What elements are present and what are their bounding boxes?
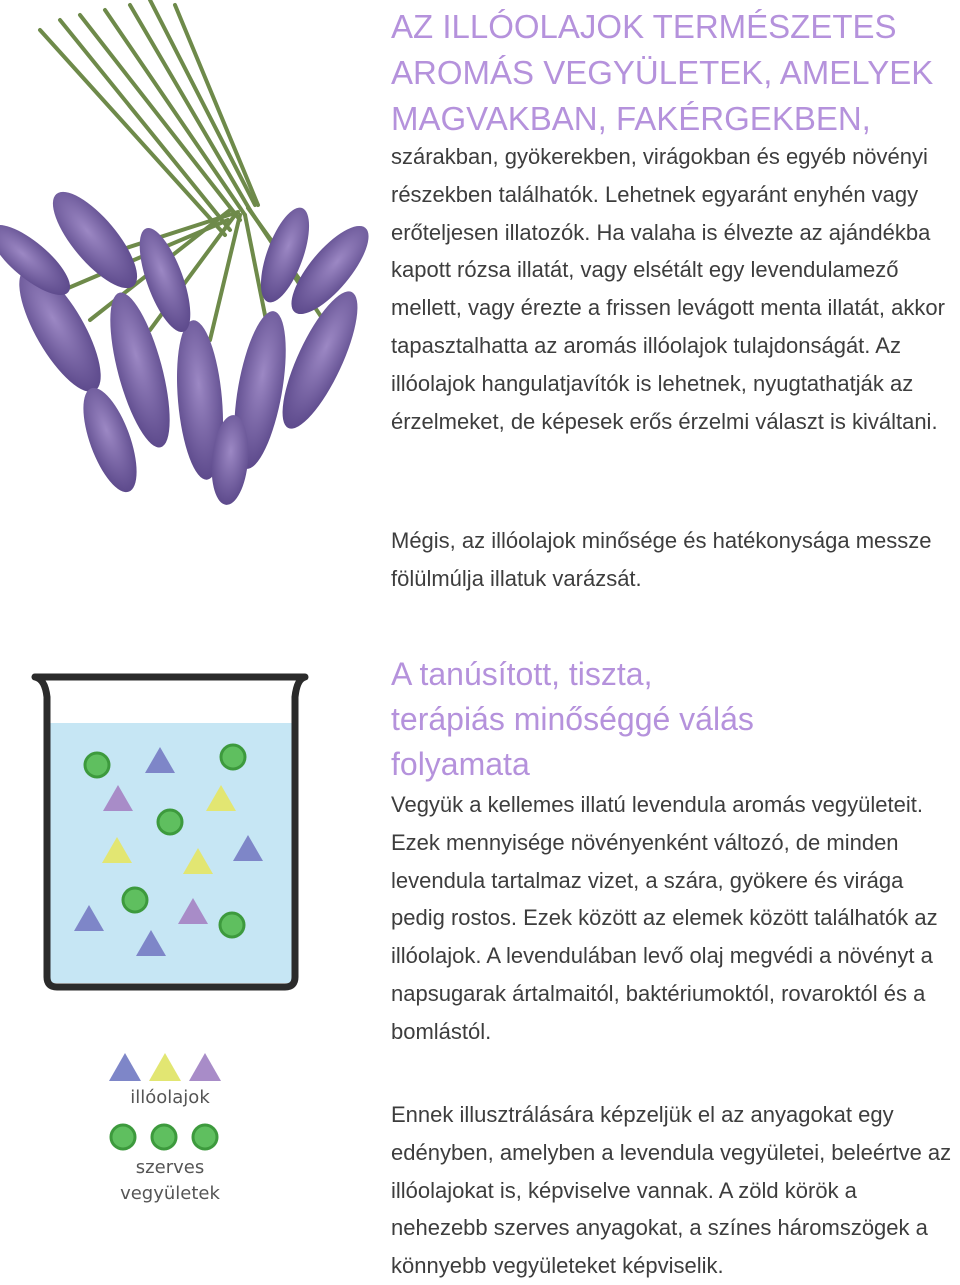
lavender-image — [0, 0, 385, 505]
legend-organic-label-line1: szerves — [135, 1157, 205, 1178]
section2-paragraph-2: Ennek illusztrálására képzeljük el az anyagokat egy edényben, amelyben a levendula vegyületei, beleértve az illóolajokat is, képviselve vannak. A zöld körök a nehezebb szerves anyagokat, a színes háromszögek a könnyebb vegyületeket képviselik. — [391, 1102, 952, 1279]
legend-circles — [95, 1119, 245, 1159]
legend-triangle-purple — [189, 1053, 221, 1081]
legend-oils-label: illóolajok — [130, 1087, 210, 1108]
section1-heading-line: MAGVAKBAN, FAKÉRGEKBEN, — [391, 100, 871, 137]
section1-heading — [391, 4, 957, 142]
legend-circle — [152, 1125, 176, 1149]
legend-triangles — [95, 1049, 245, 1089]
organic-compound-circle — [158, 810, 182, 834]
legend-circle — [111, 1125, 135, 1149]
organic-compound-circle — [85, 753, 109, 777]
section2-heading — [391, 652, 957, 787]
section1-heading-line: AROMÁS VEGYÜLETEK, AMELYEK — [391, 54, 934, 91]
section1-heading-line: AZ ILLÓOLAJOK TERMÉSZETES — [391, 8, 897, 45]
beaker-illustration — [25, 665, 315, 995]
legend — [95, 1045, 245, 1225]
section2-heading-line: terápiás minőséggé válás — [391, 701, 754, 737]
organic-compound-circle — [221, 745, 245, 769]
section1-paragraph-2: Mégis, az illóolajok minősége és hatékonysága messze fölülmúlja illatuk varázsát. — [391, 528, 932, 591]
legend-triangle-yellow — [149, 1053, 181, 1081]
legend-organic-label-line2: vegyületek — [120, 1183, 220, 1204]
section2-heading-line: A tanúsított, tiszta, — [391, 656, 653, 692]
section1-paragraph-1: szárakban, gyökerekben, virágokban és egyéb növényi részekben találhatók. Lehetnek egyaránt enyhén vagy erőteljesen illatozók. Ha valaha is élvezte az ajándékba kapott rózsa illatát, vagy elsétált egy levendulamező mellett, vagy érezte a frissen levágott menta illatát, akkor tapasztalhatta az aromás illóolajok tulajdonságát. Az illóolajok hangulatjavítók is lehetnek, nyugtathatják az érzelmeket, de képesek erős érzelmi választ is kiváltani. — [391, 144, 945, 434]
organic-compound-circle — [123, 888, 147, 912]
legend-triangle-blue — [109, 1053, 141, 1081]
organic-compound-circle — [220, 913, 244, 937]
section2-paragraph-1: Vegyük a kellemes illatú levendula aromás vegyületeit. Ezek mennyisége növényenként változó, de minden levendula tartalmaz vizet, a szára, gyökere és virága pedig rostos. Ezek között az elemek között találhatók az illóolajok. A levendulában levő olaj megvédi a növényt a napsugarak ártalmaitól, baktériumoktól, rovaroktól és a bomlástól. — [391, 792, 938, 1044]
section2-heading-line: folyamata — [391, 746, 530, 782]
legend-circle — [193, 1125, 217, 1149]
